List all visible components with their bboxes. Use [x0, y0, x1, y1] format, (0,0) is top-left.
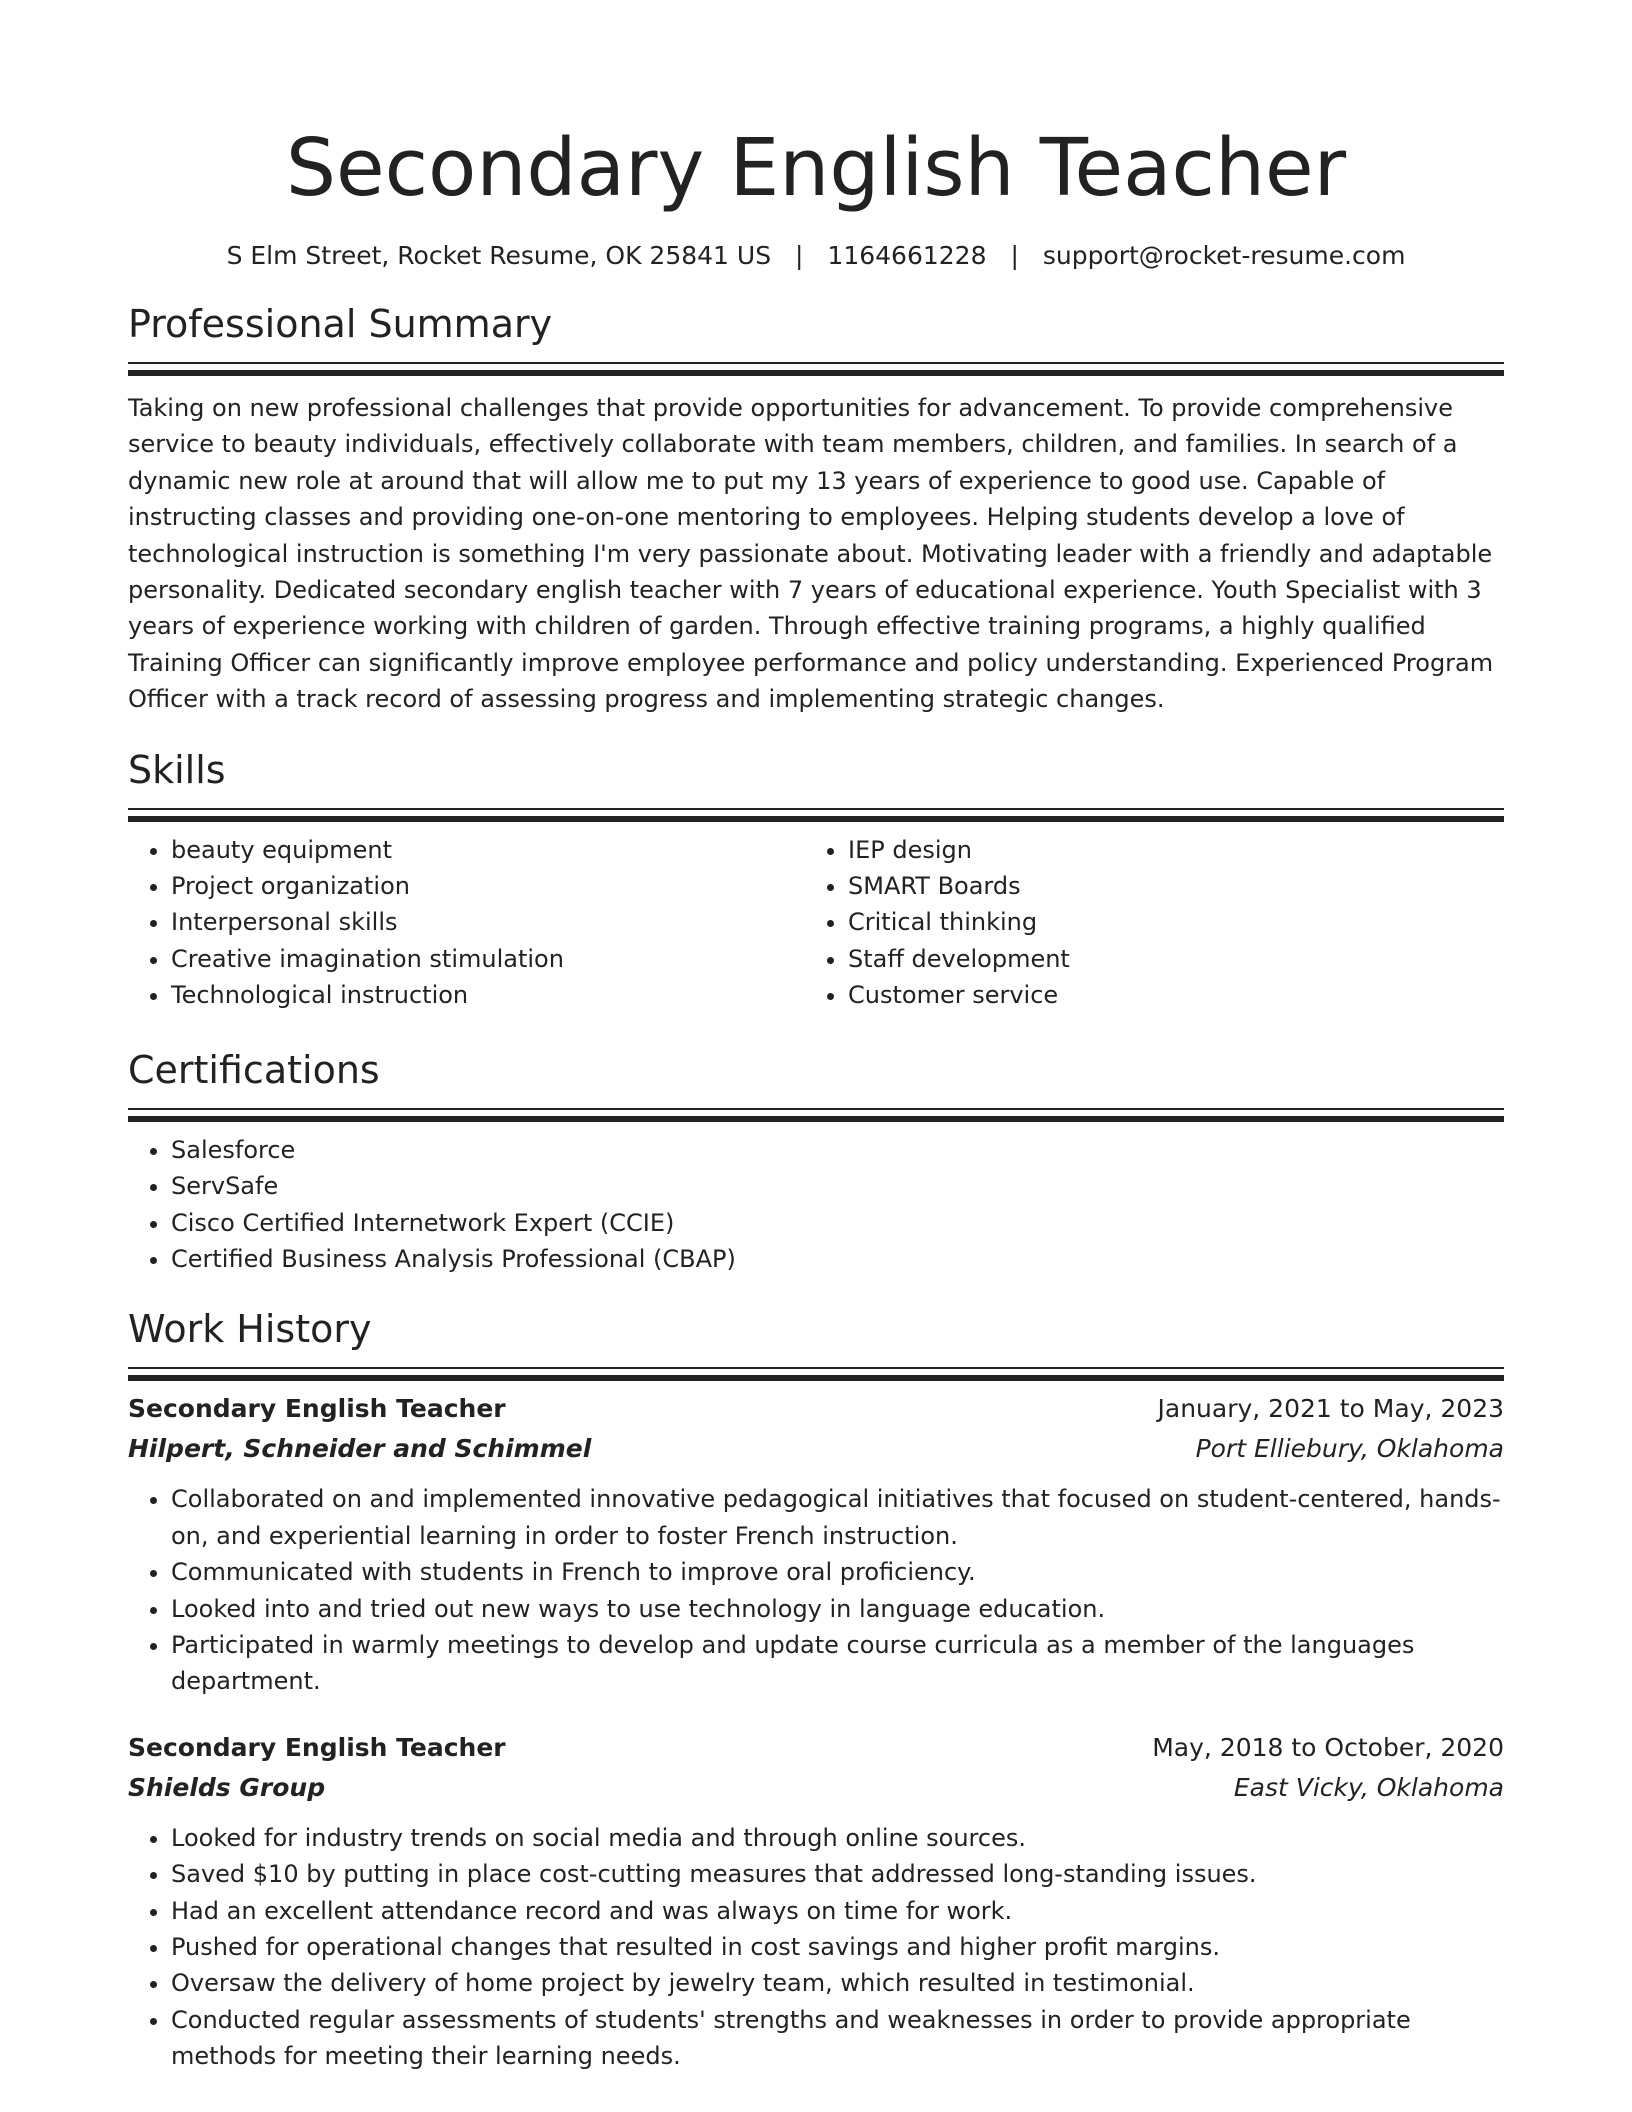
job-bullet: • Saved $10 by putting in place cost-cutting measures that addressed long-standing issues.	[171, 1856, 1504, 1892]
skill-item: • SMART Boards	[848, 868, 1070, 904]
job-subheader	[128, 1429, 1504, 1469]
job-company: Hilpert, Schneider and Schimmel	[128, 1434, 592, 1464]
contact-email: support@rocket-resume.com	[1042, 241, 1406, 270]
contact-address: S Elm Street, Rocket Resume, OK 25841 US	[226, 241, 772, 270]
certification-item: • ServSafe	[171, 1168, 1504, 1204]
job-title: Secondary English Teacher	[128, 1394, 506, 1424]
skills-grid	[128, 832, 1504, 1014]
job-bullet: • Looked into and tried out new ways to use technology in language education.	[171, 1591, 1504, 1627]
certification-item: • Certified Business Analysis Professional (CBAP)	[171, 1241, 1504, 1277]
skills-section	[128, 746, 1504, 1014]
job-header	[128, 1389, 1504, 1429]
skill-item: • IEP design	[848, 832, 1070, 868]
job-location: Port Elliebury, Oklahoma	[1195, 1434, 1504, 1464]
skill-item: • Creative imagination stimulation	[171, 941, 805, 977]
work-history-section	[128, 1305, 1504, 2074]
section-title: Professional Summary	[128, 302, 553, 346]
skill-item: • Technological instruction	[171, 977, 805, 1013]
job-dates: January, 2021 to May, 2023	[1157, 1394, 1504, 1424]
job-bullet: • Pushed for operational changes that resulted in cost savings and higher profit margins.	[171, 1929, 1504, 1965]
contact-separator: |	[795, 241, 804, 270]
job-entry	[128, 1389, 1504, 1699]
skill-item: • beauty equipment	[171, 832, 805, 868]
contact-separator: |	[1010, 241, 1019, 270]
skills-list-left	[128, 832, 805, 1014]
resume-name: Secondary English Teacher	[285, 122, 1347, 214]
job-bullets	[128, 1481, 1504, 1699]
skills-list-right	[805, 832, 1070, 1014]
section-divider	[128, 808, 1504, 814]
certification-item: • Salesforce	[171, 1132, 1504, 1168]
skill-item: • Customer service	[848, 977, 1070, 1013]
job-bullet: • Conducted regular assessments of students' strengths and weaknesses in order to provide appropriate methods for meeting their learning needs.	[171, 2002, 1504, 2075]
job-dates: May, 2018 to October, 2020	[1152, 1732, 1504, 1762]
skill-item: • Project organization	[171, 868, 805, 904]
job-entry	[128, 1728, 1504, 2075]
job-bullet: • Looked for industry trends on social media and through online sources.	[171, 1820, 1504, 1856]
certifications-section	[128, 1046, 1504, 1278]
job-bullets	[128, 1820, 1504, 2075]
job-header	[128, 1728, 1504, 1768]
contact-phone: 1164661228	[827, 241, 987, 270]
job-bullet: • Oversaw the delivery of home project by jewelry team, which resulted in testimonial.	[171, 1965, 1504, 2001]
section-title: Skills	[128, 747, 226, 792]
job-title: Secondary English Teacher	[128, 1732, 506, 1762]
section-divider	[128, 1108, 1504, 1114]
certifications-list	[128, 1132, 1504, 1278]
job-location: East Vicky, Oklahoma	[1233, 1772, 1504, 1802]
job-bullet: • Communicated with students in French to improve oral proficiency.	[171, 1554, 1504, 1590]
section-title: Work History	[128, 1307, 372, 1352]
certification-item: • Cisco Certified Internetwork Expert (CCIE)	[171, 1205, 1504, 1241]
skill-item: • Staff development	[848, 941, 1070, 977]
summary-text: Taking on new professional challenges that provide opportunities for advancement. To provide comprehensive service to beauty individuals, effectively collaborate with team members, children, and families. In search of a dynamic new role at around that will allow me to put my 13 years of experience to good use. Capable of instructing classes and providing one-on-one mentoring to employees. Helping students develop a love of technological instruction is something I'm very passionate about. Motivating leader with a friendly and adaptable personality. Dedicated secondary english teacher with 7 years of educational experience. Youth Specialist with 3 years of experience working with children of garden. Through effective training programs, a highly qualified Training Officer can significantly improve employee performance and policy understanding. Experienced Program Officer with a track record of assessing progress and implementing strategic changes.	[128, 394, 1494, 714]
summary-section	[128, 300, 1504, 718]
job-bullet: • Participated in warmly meetings to develop and update course curricula as a member of the languages department.	[171, 1627, 1504, 1700]
job-company: Shields Group	[128, 1772, 326, 1802]
job-subheader	[128, 1768, 1504, 1808]
job-bullet: • Collaborated on and implemented innovative pedagogical initiatives that focused on student-centered, hands-on, and experiential learning in order to foster French instruction.	[171, 1481, 1504, 1554]
section-divider	[128, 1367, 1504, 1373]
job-bullet: • Had an excellent attendance record and was always on time for work.	[171, 1893, 1504, 1929]
skill-item: • Critical thinking	[848, 904, 1070, 940]
skill-item: • Interpersonal skills	[171, 904, 805, 940]
section-title: Certifications	[128, 1047, 380, 1092]
contact-line	[128, 240, 1504, 272]
section-divider	[128, 362, 1504, 368]
